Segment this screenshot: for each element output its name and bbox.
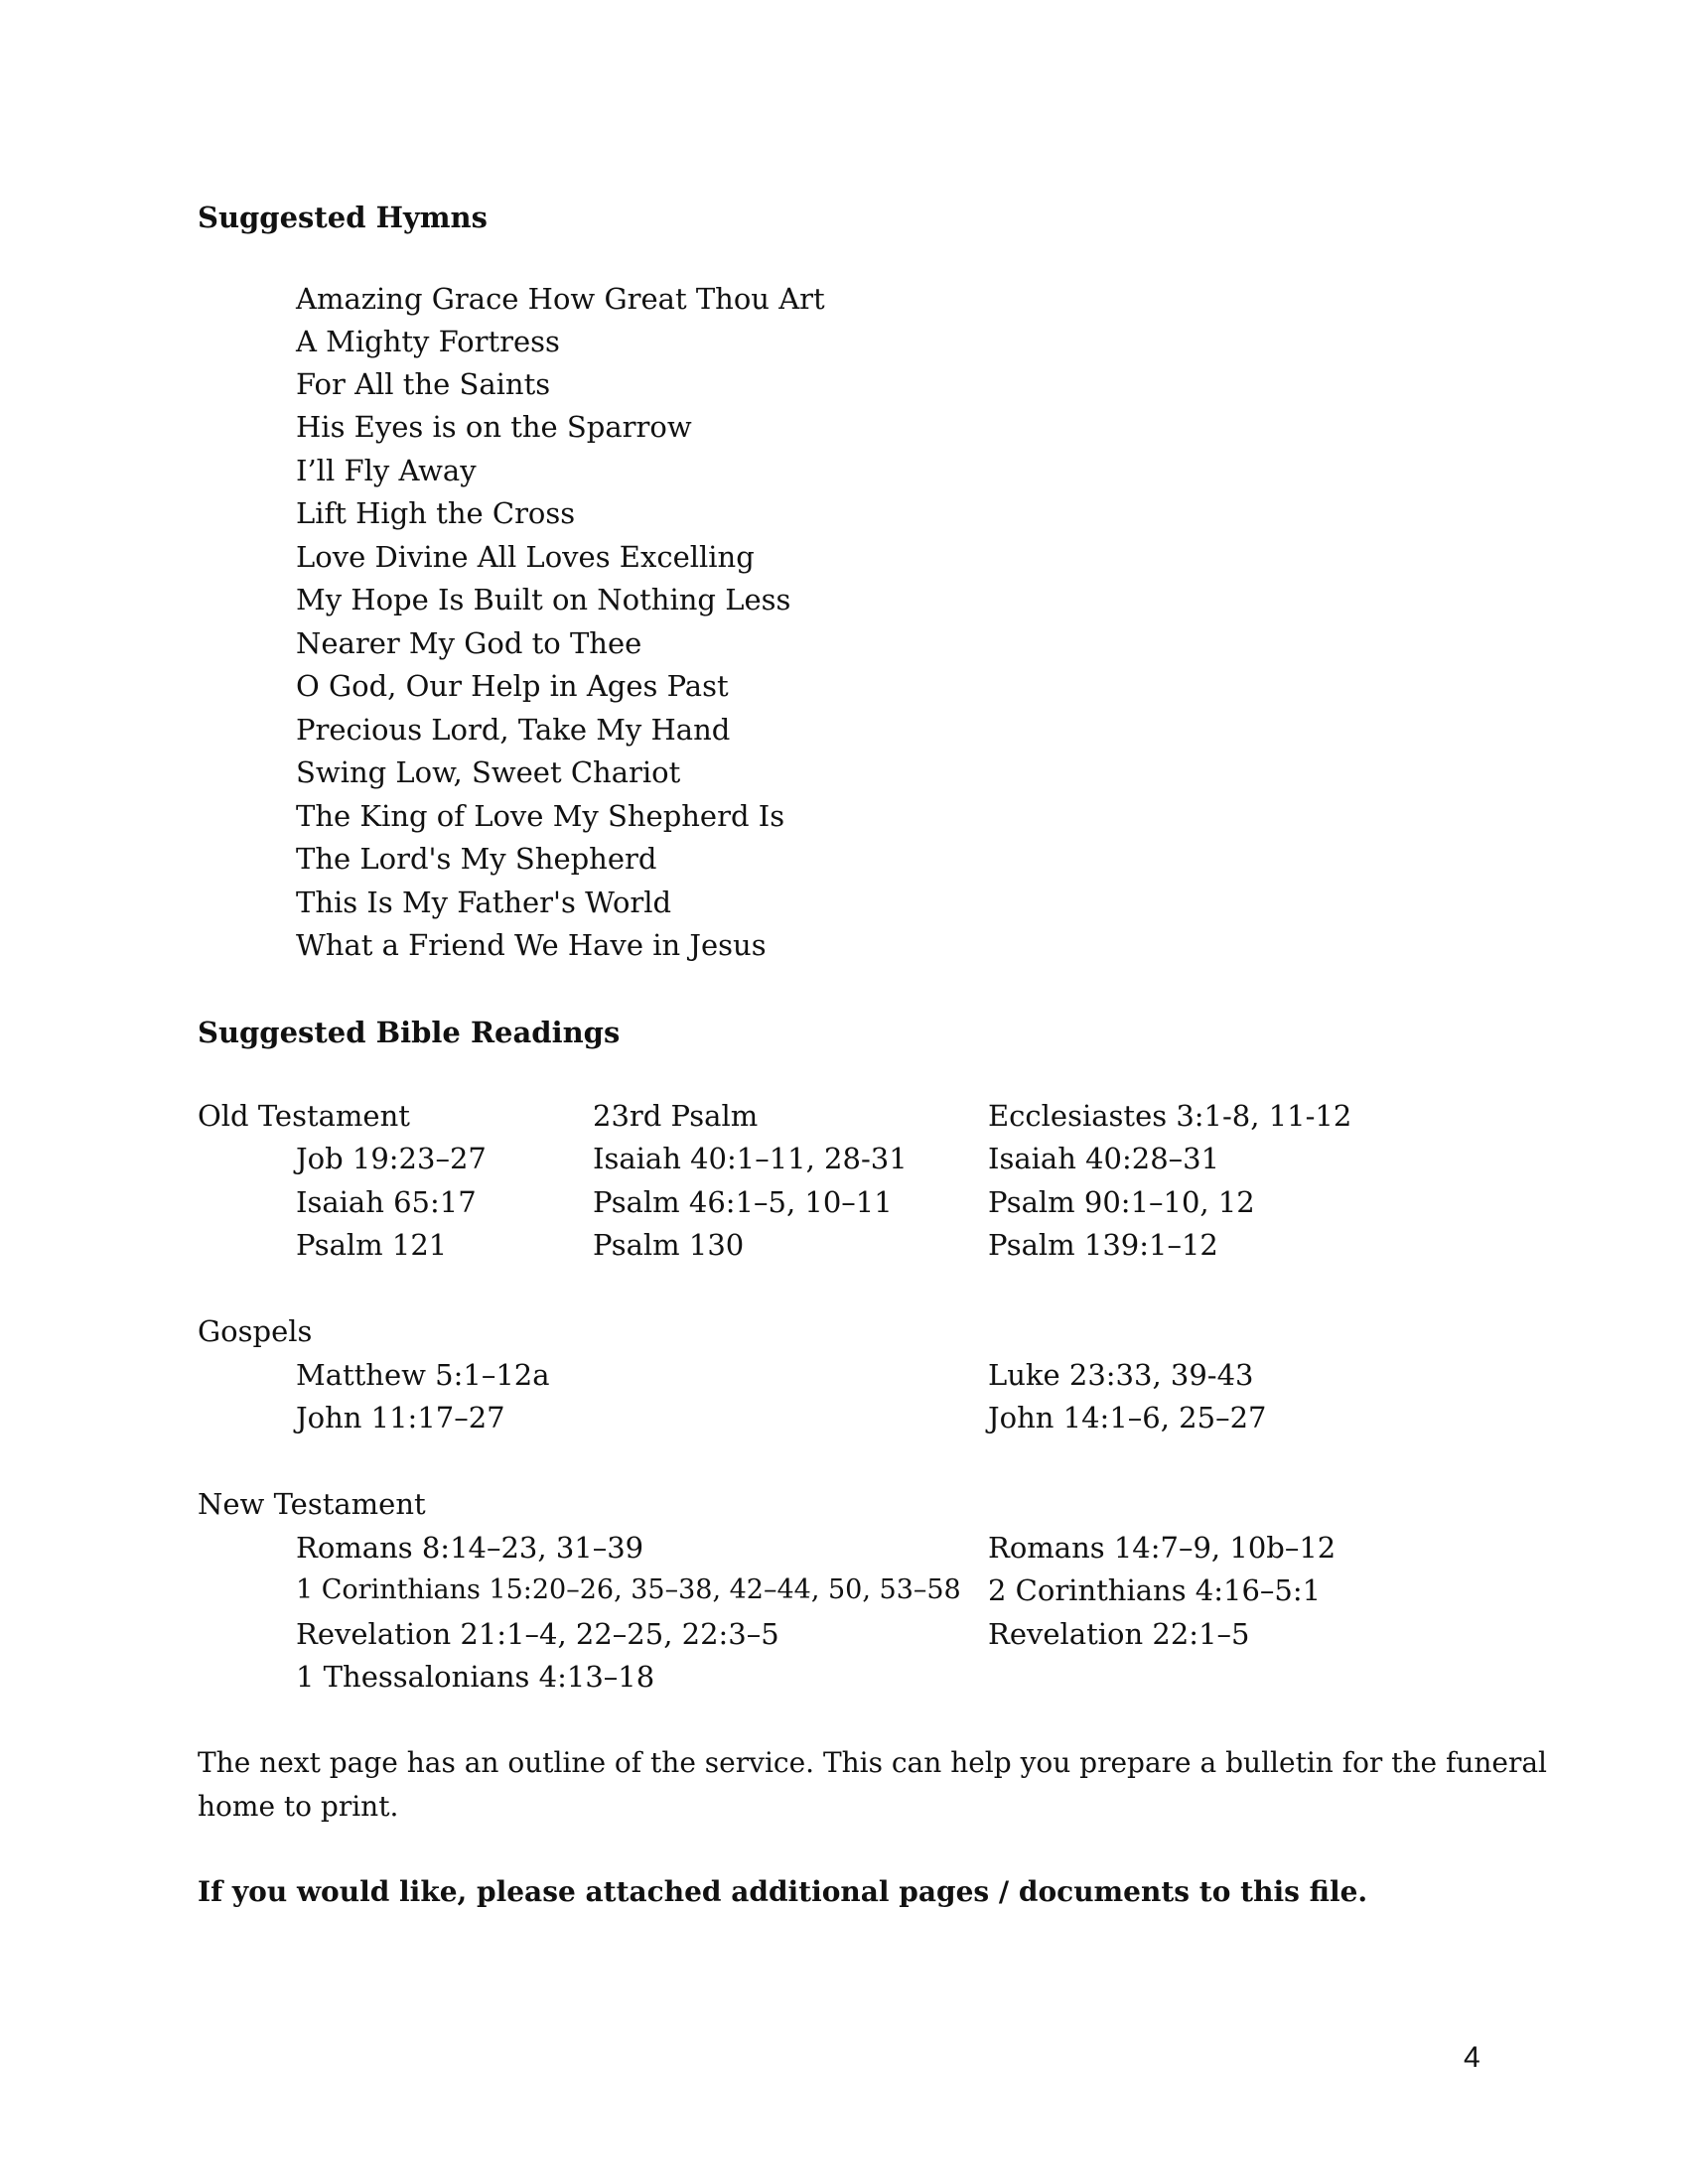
reading-item: Psalm 90:1–10, 12 — [988, 1185, 1255, 1219]
hymn-item: For All the Saints — [296, 367, 551, 401]
hymn-item: I’ll Fly Away — [296, 454, 477, 487]
readings-heading: Suggested Bible Readings — [198, 1016, 621, 1049]
hymn-item: Lift High the Cross — [296, 496, 576, 530]
reading-item: 2 Corinthians 4:16–5:1 — [988, 1573, 1322, 1607]
reading-item: Matthew 5:1–12a — [296, 1358, 550, 1392]
reading-item: Revelation 22:1–5 — [988, 1617, 1250, 1651]
hymn-item: His Eyes is on the Sparrow — [296, 410, 692, 444]
reading-item: Psalm 121 — [296, 1228, 448, 1262]
hymn-item: Swing Low, Sweet Chariot — [296, 755, 681, 789]
note-line-1: The next page has an outline of the service. This can help you prepare a bulletin for the funeral — [198, 1746, 1547, 1779]
gospels-label: Gospels — [198, 1314, 313, 1348]
hymns-heading: Suggested Hymns — [198, 201, 488, 234]
reading-item: Psalm 130 — [593, 1228, 745, 1262]
reading-item: Revelation 21:1–4, 22–25, 22:3–5 — [296, 1617, 779, 1651]
new-testament-label: New Testament — [198, 1487, 426, 1521]
reading-item: Job 19:23–27 — [296, 1142, 487, 1175]
hymn-item: The King of Love My Shepherd Is — [296, 799, 785, 833]
reading-item: John 11:17–27 — [296, 1401, 505, 1434]
reading-item: 1 Corinthians 15:20–26, 35–38, 42–44, 50, 53–58 — [296, 1574, 961, 1605]
hymn-item: My Hope Is Built on Nothing Less — [296, 583, 791, 616]
closing-instruction: If you would like, please attached additional pages / documents to this file. — [198, 1875, 1368, 1908]
reading-item: 23rd Psalm — [593, 1099, 759, 1133]
reading-item: Romans 14:7–9, 10b–12 — [988, 1531, 1336, 1565]
reading-item: Psalm 46:1–5, 10–11 — [593, 1185, 893, 1219]
note-line-2: home to print. — [198, 1790, 399, 1823]
hymn-item: Precious Lord, Take My Hand — [296, 713, 731, 747]
reading-item: Ecclesiastes 3:1-8, 11-12 — [988, 1099, 1352, 1133]
hymn-item: This Is My Father's World — [296, 886, 672, 919]
reading-item: Isaiah 65:17 — [296, 1185, 477, 1219]
reading-item: Psalm 139:1–12 — [988, 1228, 1218, 1262]
hymn-item: The Lord's My Shepherd — [296, 842, 657, 876]
reading-item: John 14:1–6, 25–27 — [988, 1401, 1267, 1434]
hymn-item: O God, Our Help in Ages Past — [296, 669, 729, 703]
hymn-item: A Mighty Fortress — [296, 325, 560, 358]
hymn-item: What a Friend We Have in Jesus — [296, 928, 767, 962]
hymn-item: Love Divine All Loves Excelling — [296, 540, 755, 574]
reading-item: Isaiah 40:1–11, 28-31 — [593, 1142, 908, 1175]
reading-item: Romans 8:14–23, 31–39 — [296, 1531, 644, 1565]
page-number: 4 — [1464, 2041, 1480, 2074]
reading-item: 1 Thessalonians 4:13–18 — [296, 1660, 655, 1694]
reading-item: Isaiah 40:28–31 — [988, 1142, 1220, 1175]
reading-item: Luke 23:33, 39-43 — [988, 1358, 1254, 1392]
hymn-item: Nearer My God to Thee — [296, 626, 642, 660]
hymn-item: Amazing Grace How Great Thou Art — [296, 282, 825, 316]
old-testament-label: Old Testament — [198, 1099, 410, 1133]
